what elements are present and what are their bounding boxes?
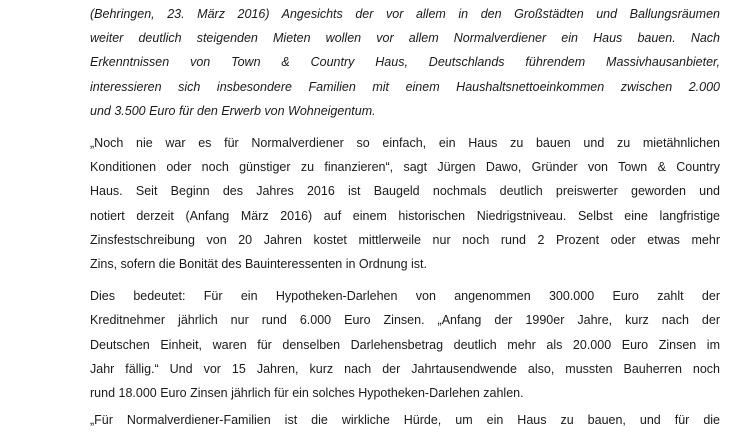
text-line: „Für Normalverdiener-Familien ist die wirkliche Hürde, um ein Haus zu bauen, und für die bbox=[90, 413, 720, 428]
text-line: Zins, sofern die Bonität des Bauinteressenten in Ordnung ist. bbox=[90, 257, 427, 272]
text-line: Jahr fällig.“ Und vor 15 Jahren, kurz nach der Jahrtausendwende also, mussten Bauherren noch bbox=[90, 361, 720, 376]
body-paragraph-2 bbox=[90, 284, 720, 405]
intro-paragraph bbox=[90, 2, 720, 123]
text-line: Zinsfestschreibung von 20 Jahren kostet mittlerweile nur noch rund 2 Prozent oder etwas mehr bbox=[90, 232, 720, 247]
text-line: Konditionen oder noch günstiger zu finanzieren“, sagt Jürgen Dawo, Gründer von Town & Country bbox=[90, 160, 720, 175]
text-line: Erkenntnissen von Town & Country Haus, Deutschlands führendem Massivhausanbieter, bbox=[90, 55, 720, 70]
body-paragraph-1 bbox=[90, 131, 720, 276]
document-page bbox=[90, 2, 720, 435]
text-line: „Noch nie war es für Normalverdiener so einfach, ein Haus zu bauen und zu mietähnlichen bbox=[90, 136, 720, 151]
text-line: Dies bedeutet: Für ein Hypotheken-Darlehen von angenommen 300.000 Euro zahlt der bbox=[90, 289, 720, 304]
text-line: notiert derzeit (Anfang März 2016) auf einem historischen Niedrigstniveau. Selbst eine langfristige bbox=[90, 208, 720, 223]
text-line: rund 18.000 Euro Zinsen jährlich für ein solches Hypotheken-Darlehen zahlen. bbox=[90, 386, 524, 401]
text-line: interessieren sich insbesondere Familien mit einem Haushaltsnettoeinkommen zwischen 2.000 bbox=[90, 79, 720, 94]
text-line: Deutschen Einheit, waren für denselben Darlehensbetrag deutlich mehr als 20.000 Euro Zinsen im bbox=[90, 337, 720, 352]
body-paragraph-3-cropped bbox=[90, 413, 720, 427]
text-line: Haus. Seit Beginn des Jahres 2016 ist Baugeld nochmals deutlich preiswerter geworden und bbox=[90, 184, 720, 199]
text-line: und 3.500 Euro für den Erwerb von Wohneigentum. bbox=[90, 103, 376, 118]
text-line: weiter deutlich steigenden Mieten wollen vor allem Normalverdiener ein Haus bauen. Nach bbox=[90, 31, 720, 46]
text-line: Kreditnehmer jährlich nur rund 6.000 Euro Zinsen. „Anfang der 1990er Jahre, kurz nach der bbox=[90, 313, 720, 328]
text-line: (Behringen, 23. März 2016) Angesichts der vor allem in den Großstädten und Ballungsräumen bbox=[90, 7, 720, 21]
